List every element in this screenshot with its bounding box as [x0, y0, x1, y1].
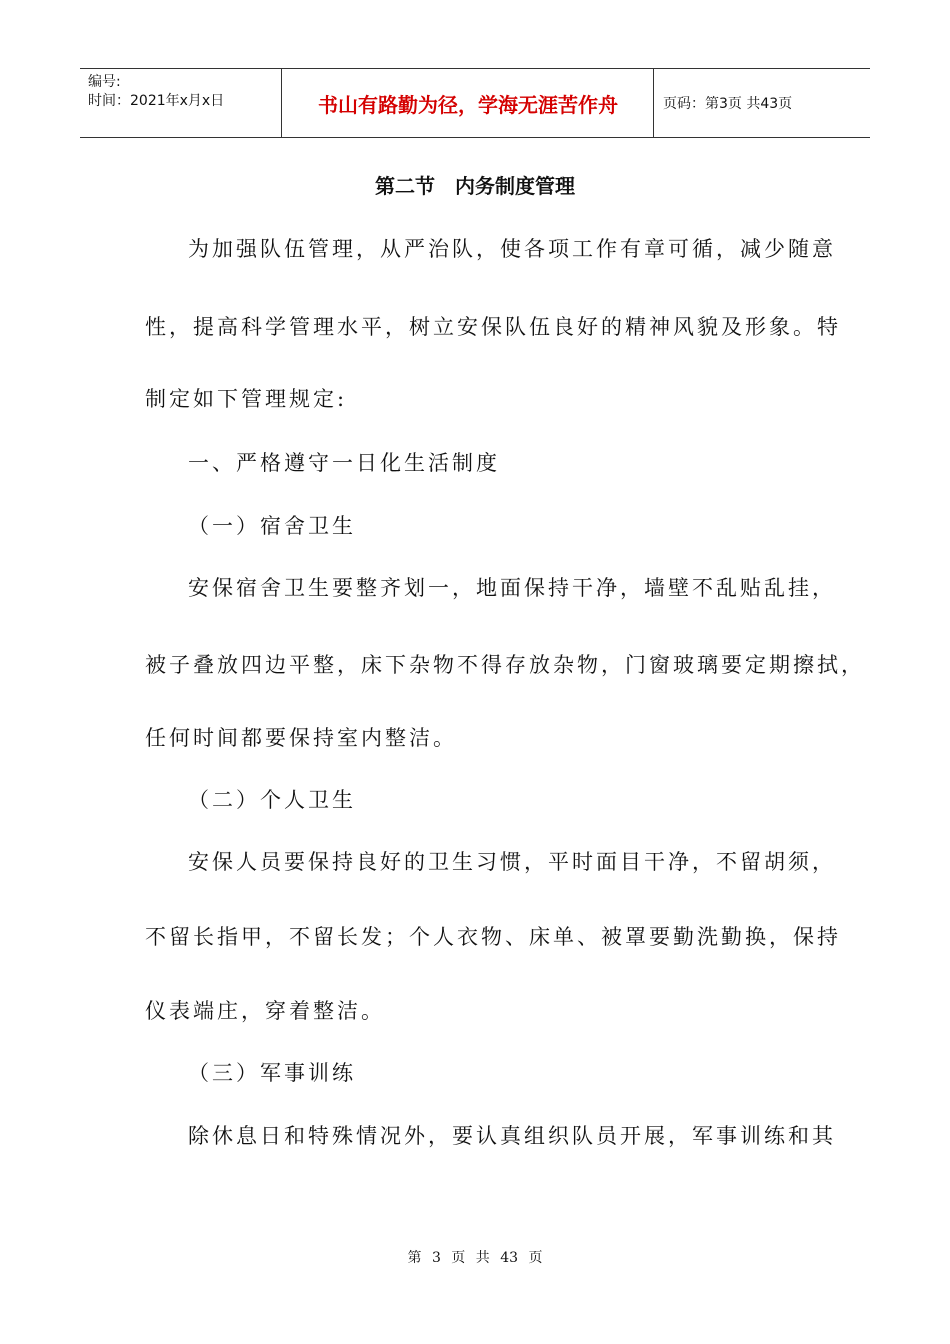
- paragraph-line: 安保宿舍卫生要整齐划一，地面保持干净，墙壁不乱贴乱挂，: [188, 576, 836, 600]
- header-divider: [653, 69, 654, 137]
- paragraph-line: 安保人员要保持良好的卫生习惯，平时面目干净，不留胡须，: [188, 850, 836, 874]
- paragraph-line: 性，提高科学管理水平，树立安保队伍良好的精神风貌及形象。特: [145, 315, 841, 339]
- header-divider: [281, 69, 282, 137]
- section-title: 第二节 内务制度管理: [375, 174, 575, 198]
- subheading-line: （二）个人卫生: [188, 788, 356, 812]
- paragraph-line: 不留长指甲，不留长发；个人衣物、床单、被罩要勤洗勤换，保持: [145, 925, 841, 949]
- header-meta: [88, 73, 278, 111]
- document-number: 编号:: [88, 74, 121, 90]
- subheading-line: （一）宿舍卫生: [188, 514, 356, 538]
- header-page-number: 页码：第3页 共43页: [663, 96, 793, 112]
- page-footer: 第 3 页 共 43 页: [407, 1250, 543, 1266]
- paragraph-line: 除休息日和特殊情况外，要认真组织队员开展，军事训练和其: [188, 1124, 836, 1148]
- paragraph-line: 被子叠放四边平整，床下杂物不得存放杂物，门窗玻璃要定期擦拭，: [145, 653, 865, 677]
- header-motto: 书山有路勤为径，学海无涯苦作舟: [318, 92, 618, 117]
- header-table: [80, 68, 870, 138]
- paragraph-line: 为加强队伍管理，从严治队，使各项工作有章可循，减少随意: [188, 237, 836, 261]
- paragraph-line: 仪表端庄，穿着整洁。: [145, 999, 385, 1023]
- subheading-line: （三）军事训练: [188, 1061, 356, 1085]
- heading-line: 一、严格遵守一日化生活制度: [188, 451, 500, 475]
- document-date: 时间：2021年x月x日: [88, 93, 225, 109]
- paragraph-line: 制定如下管理规定:: [145, 387, 348, 411]
- paragraph-line: 任何时间都要保持室内整洁。: [145, 726, 457, 750]
